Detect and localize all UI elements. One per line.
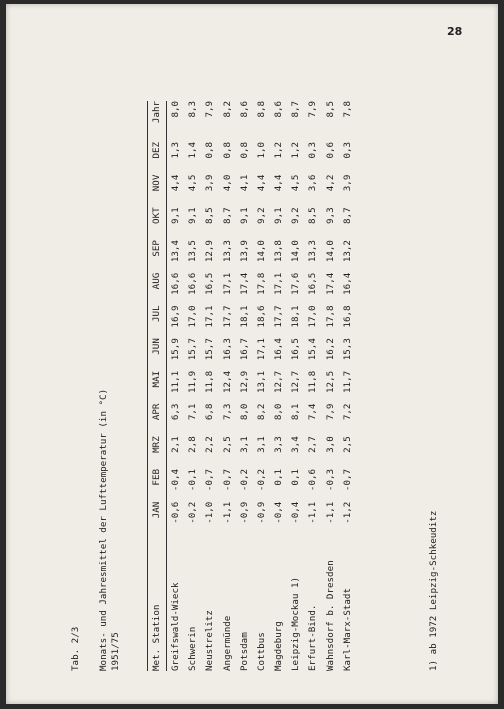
table-cell: 2,5 <box>221 436 233 453</box>
table-cell: 17,1 <box>204 305 216 328</box>
table-cell: 16,5 <box>307 272 319 295</box>
column-header: OKT <box>151 207 163 224</box>
table-cell: 8,6 <box>238 100 250 118</box>
table-cell: 17,4 <box>324 272 336 295</box>
table-cell: 8,5 <box>324 100 336 118</box>
table-cell: -0,3 <box>324 468 336 492</box>
table-cell: 0,6 <box>324 141 336 159</box>
table-cell: 8,1 <box>290 403 302 421</box>
table-body <box>167 101 356 671</box>
table-cell: 16,8 <box>341 305 353 328</box>
table-cell: 12,7 <box>290 370 302 393</box>
column-header: MAI <box>151 370 163 388</box>
table-cell: 17,6 <box>290 272 302 295</box>
table-cell: 8,2 <box>255 403 267 421</box>
table-cell: -1,0 <box>204 501 216 524</box>
table-cell: 4,0 <box>221 174 233 192</box>
table-row <box>305 101 322 671</box>
table-cell: 15,9 <box>169 338 181 361</box>
table-cell: 8,6 <box>273 100 285 118</box>
table-cell: 11,8 <box>204 370 216 393</box>
station-name: Wahnsdorf b. Dresden <box>324 560 336 671</box>
table-cell: 16,3 <box>221 338 233 361</box>
table-cell: 3,1 <box>238 436 250 453</box>
table-cell: 12,4 <box>221 370 233 393</box>
table-cell: -0,2 <box>255 468 267 492</box>
table-cell: 14,0 <box>324 240 336 263</box>
table-row <box>219 101 236 671</box>
table-cell: -0,7 <box>221 468 233 492</box>
table-cell: -0,9 <box>238 501 250 524</box>
table-cell: -0,4 <box>290 501 302 524</box>
table-cell: -0,1 <box>187 468 199 492</box>
table-cell: -0,2 <box>187 501 199 524</box>
table-cell: 4,2 <box>324 174 336 192</box>
table-cell: 1,2 <box>273 141 285 159</box>
table-cell: 1,0 <box>255 141 267 159</box>
table-cell: 3,9 <box>341 174 353 192</box>
column-header: AUG <box>151 272 163 290</box>
table-title: Monats- und Jahresmittel der Lufttemperatur (in °C) <box>98 388 109 671</box>
table-cell: 8,7 <box>221 207 233 224</box>
table-cell: 17,7 <box>221 305 233 328</box>
table-cell: 17,7 <box>273 305 285 328</box>
table-cell: 1,3 <box>169 141 181 159</box>
table-cell: 13,9 <box>238 240 250 263</box>
table-cell: -1,1 <box>221 501 233 524</box>
station-name: Potsdam <box>238 632 250 671</box>
table-cell: 4,4 <box>273 174 285 192</box>
table-cell: 17,1 <box>221 272 233 295</box>
table-cell: 8,0 <box>238 403 250 421</box>
station-name: Magdeburg <box>273 621 285 671</box>
table-cell: 8,0 <box>169 100 181 118</box>
table-cell: 6,8 <box>204 403 216 421</box>
table-cell: 9,3 <box>324 207 336 224</box>
table-cell: 18,1 <box>238 305 250 328</box>
table-cell: 4,4 <box>255 174 267 192</box>
table-cell: 9,1 <box>187 207 199 224</box>
table-cell: 3,1 <box>255 436 267 453</box>
column-header: JUL <box>151 305 163 323</box>
table-cell: 7,8 <box>341 100 353 118</box>
table-cell: 7,9 <box>307 100 319 118</box>
table-cell: 9,1 <box>273 207 285 224</box>
table-cell: 12,9 <box>238 370 250 393</box>
table-cell: 17,1 <box>255 338 267 361</box>
table-cell: 0,8 <box>221 141 233 159</box>
station-name: Karl-Marx-Stadt <box>341 588 353 671</box>
table-cell: 4,1 <box>238 174 250 192</box>
station-name: Leipzig-Mockau 1) <box>290 576 302 671</box>
table-label: Tab. 2/3 <box>70 626 81 671</box>
page-number: 28 <box>447 25 463 38</box>
table-cell: 8,0 <box>273 403 285 421</box>
table-cell: 8,3 <box>187 100 199 118</box>
table-cell: 13,3 <box>307 240 319 263</box>
table-period: 1951/75 <box>110 632 121 671</box>
table-cell: 11,9 <box>187 370 199 393</box>
table-cell: -0,7 <box>204 468 216 492</box>
table-cell: 7,9 <box>204 100 216 118</box>
table-cell: 14,0 <box>255 240 267 263</box>
table-cell: 17,0 <box>187 305 199 328</box>
table-row <box>184 101 201 671</box>
table-cell: 8,7 <box>341 207 353 224</box>
temperature-table <box>147 101 356 671</box>
table-cell: 16,7 <box>238 338 250 361</box>
table-cell: 16,5 <box>290 338 302 361</box>
column-header: APR <box>151 403 163 421</box>
table-cell: 8,8 <box>255 100 267 118</box>
table-cell: -0,4 <box>273 501 285 524</box>
table-cell: 8,5 <box>307 207 319 224</box>
table-cell: 7,1 <box>187 403 199 421</box>
footnote: 1) ab 1972 Leipzig-Schkeuditz <box>428 510 439 671</box>
station-name: Neustrelitz <box>204 610 216 671</box>
rotated-table-block <box>71 91 461 671</box>
table-cell: 9,2 <box>290 207 302 224</box>
table-cell: 3,6 <box>307 174 319 192</box>
table-cell: 12,5 <box>324 370 336 393</box>
table-cell: -0,7 <box>341 468 353 492</box>
table-cell: 9,1 <box>238 207 250 224</box>
table-cell: 15,3 <box>341 338 353 361</box>
table-cell: 4,5 <box>187 174 199 192</box>
table-cell: 2,7 <box>307 436 319 453</box>
table-cell: 4,5 <box>290 174 302 192</box>
table-cell: 16,4 <box>341 272 353 295</box>
table-row <box>322 101 339 671</box>
column-header: SEP <box>151 240 163 257</box>
table-cell: -0,9 <box>255 501 267 524</box>
table-cell: 8,5 <box>204 207 216 224</box>
table-row <box>253 101 270 671</box>
table-cell: 2,1 <box>169 436 181 453</box>
table-cell: 16,5 <box>204 272 216 295</box>
table-cell: 8,7 <box>290 100 302 118</box>
table-row <box>287 101 304 671</box>
table-cell: 4,4 <box>169 174 181 192</box>
table-cell: 15,7 <box>187 338 199 361</box>
table-cell: 2,5 <box>341 436 353 453</box>
table-cell: 3,3 <box>273 436 285 453</box>
table-cell: 17,8 <box>324 305 336 328</box>
document-page <box>6 4 498 704</box>
table-cell: 11,8 <box>307 370 319 393</box>
table-cell: 13,4 <box>169 240 181 263</box>
table-cell: 12,7 <box>273 370 285 393</box>
table-cell: 16,6 <box>187 272 199 295</box>
table-cell: 14,0 <box>290 240 302 263</box>
column-header: MRZ <box>151 436 163 453</box>
table-cell: 3,9 <box>204 174 216 192</box>
table-cell: 13,1 <box>255 370 267 393</box>
station-name: Angermünde <box>221 615 233 671</box>
table-cell: 0,8 <box>204 141 216 159</box>
table-row <box>270 101 287 671</box>
table-cell: 17,0 <box>307 305 319 328</box>
table-row <box>167 101 184 671</box>
column-header: Met. Station <box>151 604 163 671</box>
station-name: Erfurt-Bind. <box>307 604 319 671</box>
table-cell: 15,7 <box>204 338 216 361</box>
table-cell: 0,3 <box>341 141 353 159</box>
table-cell: 12,9 <box>204 240 216 263</box>
table-cell: 9,2 <box>255 207 267 224</box>
table-cell: -0,6 <box>169 501 181 524</box>
table-cell: 7,3 <box>221 403 233 421</box>
table-cell: 13,5 <box>187 240 199 263</box>
table-cell: -1,2 <box>341 501 353 524</box>
table-cell: 7,4 <box>307 403 319 421</box>
column-header: FEB <box>151 468 163 486</box>
table-row <box>236 101 253 671</box>
table-cell: -0,2 <box>238 468 250 492</box>
table-cell: 13,2 <box>341 240 353 263</box>
table-row <box>201 101 218 671</box>
table-cell: 0,8 <box>238 141 250 159</box>
table-cell: -1,1 <box>307 501 319 524</box>
column-header: NOV <box>151 174 163 192</box>
table-cell: -0,4 <box>169 468 181 492</box>
table-cell: 16,2 <box>324 338 336 361</box>
table-cell: 16,9 <box>169 305 181 328</box>
table-cell: 0,1 <box>273 468 285 486</box>
table-cell: 17,1 <box>273 272 285 295</box>
table-cell: 6,3 <box>169 403 181 421</box>
table-cell: 0,1 <box>290 468 302 486</box>
table-header-row <box>148 101 166 671</box>
column-header: Jahr <box>151 100 163 124</box>
column-header: DEZ <box>151 141 163 159</box>
table-cell: 17,8 <box>255 272 267 295</box>
table-cell: 3,4 <box>290 436 302 453</box>
table-cell: 17,4 <box>238 272 250 295</box>
table-cell: -0,6 <box>307 468 319 492</box>
station-name: Greifswald-Wieck <box>169 582 181 671</box>
table-cell: -1,1 <box>324 501 336 524</box>
table-cell: 7,2 <box>341 403 353 421</box>
table-cell: 3,0 <box>324 436 336 453</box>
table-cell: 9,1 <box>169 207 181 224</box>
table-cell: 18,1 <box>290 305 302 328</box>
table-cell: 1,4 <box>187 141 199 159</box>
table-cell: 8,2 <box>221 100 233 118</box>
table-cell: 18,6 <box>255 305 267 328</box>
table-cell: 0,3 <box>307 141 319 159</box>
column-header: JAN <box>151 501 163 519</box>
table-cell: 1,2 <box>290 141 302 159</box>
table-cell: 2,2 <box>204 436 216 453</box>
table-cell: 7,9 <box>324 403 336 421</box>
station-name: Schwerin <box>187 626 199 671</box>
table-cell: 13,8 <box>273 240 285 263</box>
column-header: JUN <box>151 338 163 355</box>
table-cell: 13,3 <box>221 240 233 263</box>
table-cell: 11,1 <box>169 370 181 393</box>
table-cell: 11,7 <box>341 370 353 393</box>
table-cell: 15,4 <box>307 338 319 361</box>
station-name: Cottbus <box>255 632 267 671</box>
table-row <box>339 101 356 671</box>
table-cell: 16,6 <box>169 272 181 295</box>
table-cell: 16,4 <box>273 338 285 361</box>
table-cell: 2,8 <box>187 436 199 453</box>
